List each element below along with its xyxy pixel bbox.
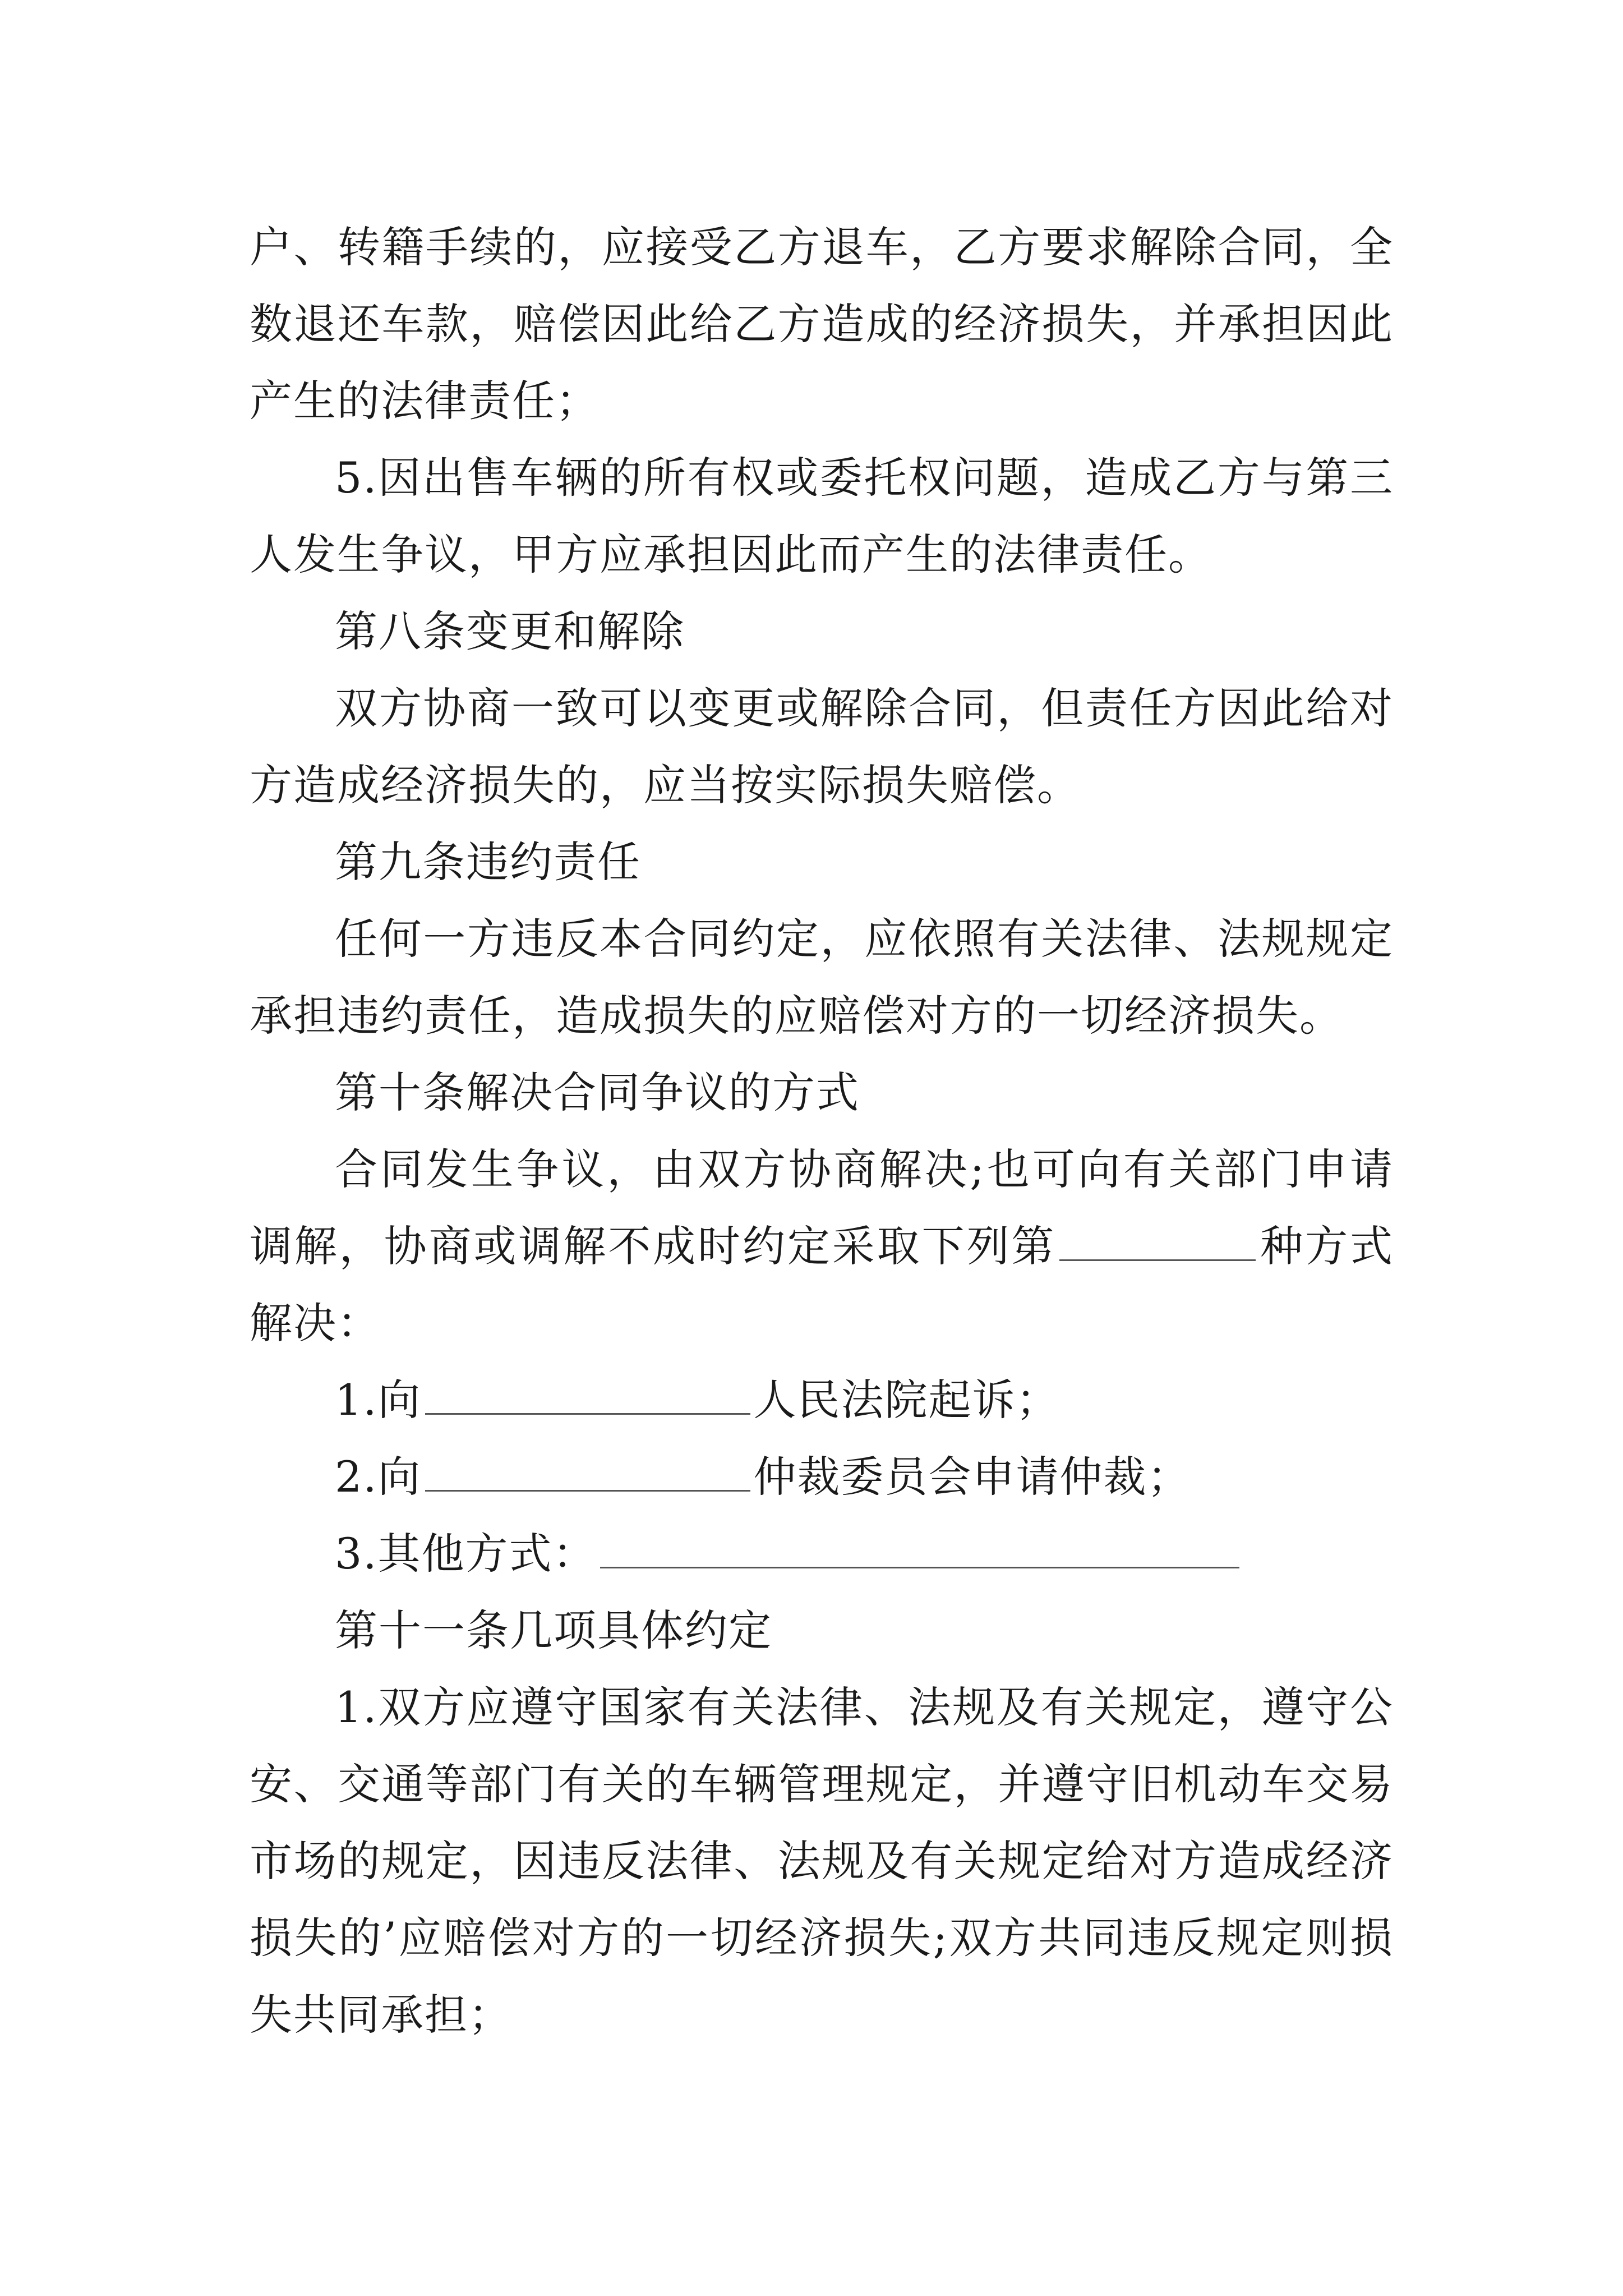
method-number-blank bbox=[1059, 1220, 1256, 1261]
option-1-prefix: 1.向 bbox=[335, 1375, 422, 1425]
article-9-body: 任何一方违反本合同约定，应依照有关法律、法规规定承担违约责任，造成损失的应赔偿对方的一切经济损失。 bbox=[250, 914, 1394, 1041]
document-body bbox=[250, 209, 1394, 2053]
option-1 bbox=[250, 1361, 1394, 1438]
article-10-text-b: 种方式解决： bbox=[250, 1221, 1394, 1348]
option-2 bbox=[250, 1438, 1394, 1515]
option-3 bbox=[250, 1515, 1394, 1592]
option-3-prefix: 3.其他方式： bbox=[335, 1529, 597, 1579]
article-8-body: 双方协商一致可以变更或解除合同，但责任方因此给对方造成经济损失的，应当按实际损失赔偿。 bbox=[250, 683, 1394, 810]
article-10-heading: 第十条解决合同争议的方式 bbox=[335, 1068, 860, 1117]
article-10-text-a: 合同发生争议，由双方协商解决;也可向有关部门申请调解，协商或调解不成时约定采取下列第 bbox=[250, 1144, 1394, 1271]
clause-item-5: 5.因出售车辆的所有权或委托权问题，造成乙方与第三人发生争议，甲方应承担因此而产生的法律责任。 bbox=[250, 453, 1394, 579]
court-name-blank bbox=[425, 1374, 750, 1415]
option-1-suffix: 人民法院起诉； bbox=[753, 1375, 1060, 1425]
article-11-heading: 第十一条几项具体约定 bbox=[335, 1605, 772, 1655]
arbitration-name-blank bbox=[425, 1451, 750, 1492]
article-9-heading: 第九条违约责任 bbox=[335, 837, 641, 887]
article-10-body bbox=[250, 1131, 1394, 1361]
article-11-item-1: 1.双方应遵守国家有关法律、法规及有关规定，遵守公安、交通等部门有关的车辆管理规定，并遵守旧机动车交易市场的规定，因违反法律、法规及有关规定给对方造成经济损失的’应赔偿对方的一切经济损失;双方共同违反规定则损失共同承担； bbox=[250, 1682, 1394, 2040]
option-2-prefix: 2.向 bbox=[335, 1452, 422, 1502]
paragraph-continuation: 户、转籍手续的，应接受乙方退车，乙方要求解除合同，全数退还车款，赔偿因此给乙方造成的经济损失，并承担因此产生的法律责任； bbox=[250, 222, 1394, 426]
article-8-heading: 第八条变更和解除 bbox=[335, 606, 685, 656]
option-2-suffix: 仲裁委员会申请仲裁； bbox=[753, 1452, 1191, 1502]
other-method-blank bbox=[600, 1527, 1239, 1568]
